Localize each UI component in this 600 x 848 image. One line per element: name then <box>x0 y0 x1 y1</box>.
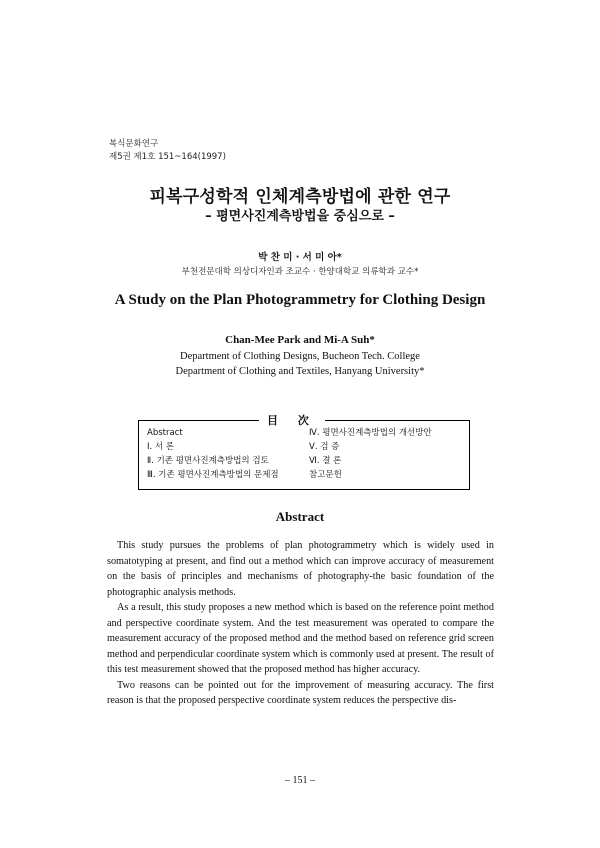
toc-right-column <box>309 426 432 482</box>
page-number: – 151 – <box>285 775 315 786</box>
table-of-contents <box>138 414 470 490</box>
toc-item: Ⅱ. 기존 평면사진계측방법의 검토 <box>147 456 269 466</box>
toc-item: 참고문헌 <box>309 470 342 480</box>
english-title: A Study on the Plan Photogrammetry for Clothing Design <box>114 292 486 308</box>
korean-title: 피복구성학적 인체계측방법에 관한 연구 <box>149 187 451 207</box>
korean-authors: 박 찬 미 · 서 미 아* <box>258 252 342 263</box>
abstract-paragraph: Two reasons can be pointed out for the improvement of measuring accuracy. The first reason is that the proposed perspective coordinate system reduces the perspective dis- <box>107 679 494 707</box>
toc-item: Ⅰ. 서 론 <box>147 442 175 452</box>
abstract-paragraph: This study pursues the problems of plan photogrammetry which is widely used in somatotyping at present, and find out a method which can improve accuracy of measurement on the basis of principles and mechanisms of photography-the basic foundation of the photographic analysis methods. <box>107 540 494 598</box>
english-affiliation <box>0 349 600 379</box>
korean-subtitle: – 평면사진계측방법을 중심으로 – <box>205 209 395 224</box>
korean-affiliation: 부천전문대학 의상디자인과 조교수 · 한양대학교 의류학과 교수* <box>181 267 419 277</box>
abstract-heading: Abstract <box>275 509 325 524</box>
journal-info <box>109 138 226 164</box>
english-affiliation-1: Department of Clothing Designs, Bucheon Tech. College <box>180 351 420 362</box>
abstract-body <box>107 538 494 709</box>
journal-volume: 제5권 제1호 151~164(1997) <box>109 152 226 162</box>
toc-item: Ⅲ. 기존 평면사진계측방법의 문제점 <box>147 470 279 480</box>
toc-heading: 目 次 <box>259 412 325 428</box>
toc-item: Abstract <box>147 428 183 438</box>
abstract-paragraph: As a result, this study proposes a new method which is based on the reference point method and perspective coordinate system. And the test measurement was operated to compare the measurement accuracy of the proposed method and the method based on reference grid screen method and perpendicular coordinate system which is commonly used at present. The result of this test measurement showed that the proposed method has higher accuracy. <box>107 602 494 676</box>
english-authors: Chan-Mee Park and Mi-A Suh* <box>225 334 375 346</box>
journal-name: 복식문화연구 <box>109 139 159 149</box>
toc-item: Ⅵ. 결 론 <box>309 456 342 466</box>
toc-item: Ⅳ. 평면사진계측방법의 개선방안 <box>309 428 432 438</box>
toc-left-column <box>147 426 279 482</box>
toc-item: Ⅴ. 검 증 <box>309 442 340 452</box>
english-affiliation-2: Department of Clothing and Textiles, Hanyang University* <box>175 366 425 377</box>
